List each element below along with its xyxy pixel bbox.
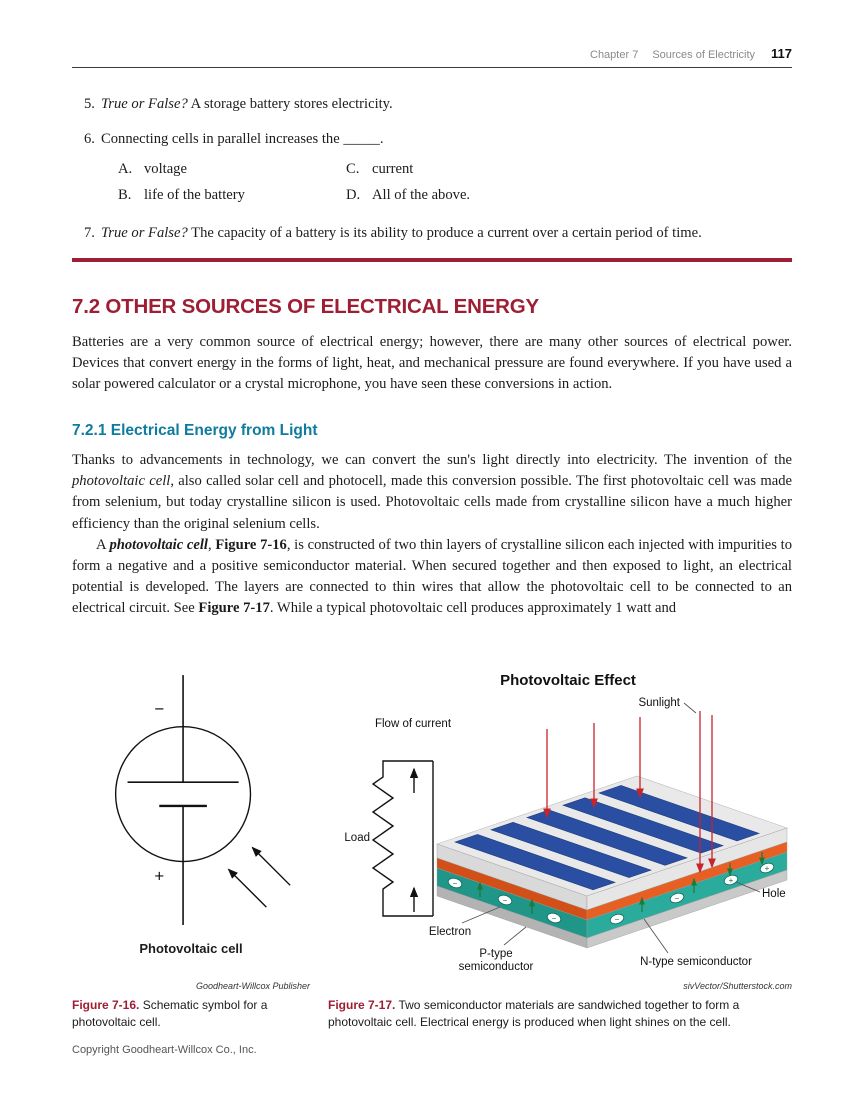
question-6 xyxy=(72,129,792,207)
negative-terminal-sign: − xyxy=(154,700,165,720)
paragraph-1: Thanks to advancements in technology, we can convert the sun's light directly into electricity. The invention of the photovoltaic cell, also called solar cell and photocell, made this conversion possible. The first photovoltaic cell was made from selenium, but today crystalline silicon is used. Photovoltaic cells made from crystalline silicon have a much higher efficiency than the original selenium cells. xyxy=(72,452,792,532)
svg-text:−: − xyxy=(674,894,680,904)
figure-7-17-credit: sivVector/Shutterstock.com xyxy=(683,981,792,992)
svg-text:−: − xyxy=(551,914,557,924)
book-section-label: Sources of Electricity xyxy=(652,49,756,61)
figure-row xyxy=(72,669,792,1029)
question-7 xyxy=(72,223,792,243)
flow-of-current-label: Flow of current xyxy=(374,718,452,731)
figure-7-16 xyxy=(72,669,310,1029)
question-number: 5. xyxy=(84,96,95,112)
question-number: 7. xyxy=(84,224,95,241)
sunlight-label: Sunlight xyxy=(638,697,680,710)
option-d: D. All of the above. xyxy=(346,187,471,204)
p-type-label-line2: semiconductor xyxy=(458,961,534,974)
photovoltaic-cell-keyterm: photovoltaic cell xyxy=(109,536,208,553)
question-text: True or False? The capacity of a battery is its ability to produce a current over a certain period of time. xyxy=(101,224,702,241)
chapter-label: Chapter 7 xyxy=(590,49,639,61)
figure-7-16-content xyxy=(72,669,310,991)
section-heading: 7.2 OTHER SOURCES OF ELECTRICAL ENERGY xyxy=(72,294,540,318)
figure-7-16-label: Photovoltaic cell xyxy=(139,941,243,957)
figure-7-16-caption: Figure 7-16. Schematic symbol for a photovoltaic cell. xyxy=(72,998,268,1029)
section-divider-rule xyxy=(72,258,792,262)
figure-7-17 xyxy=(328,669,792,1029)
load-resistor-zigzag xyxy=(373,761,433,916)
page-number: 117 xyxy=(771,46,792,61)
option-c: C. current xyxy=(346,160,414,177)
svg-text:−: − xyxy=(502,896,508,906)
paragraph-2: A photovoltaic cell, Figure 7-16, is constructed of two thin layers of crystalline silicon each injected with impurities to form a negative and a positive semiconductor material. When secured together and then exposed to light, an electrical potential is developed. The layers are connected to thin wires that allow the photovoltaic cell to be connected to an electrical circuit. See Figure 7-17. While a typical photovoltaic cell produces approximately 1 watt and xyxy=(72,536,792,617)
question-number: 6. xyxy=(84,131,95,148)
solar-cell-slab xyxy=(437,776,787,948)
header-rule xyxy=(72,67,792,68)
photovoltaic-effect-illustration xyxy=(328,669,792,975)
photovoltaic-cell-symbol xyxy=(72,669,310,939)
subsection-heading: 7.2.1 Electrical Energy from Light xyxy=(72,422,318,440)
caption-label: Figure 7-17. xyxy=(328,998,396,1013)
figure-7-16-reference: Figure 7-16 xyxy=(215,536,287,553)
n-type-label: N-type semiconductor xyxy=(640,956,752,969)
option-b: B. life of the battery xyxy=(118,187,245,204)
hole-label: Hole xyxy=(762,888,786,901)
positive-terminal-sign: + xyxy=(154,866,165,886)
true-false-lead: True or False? xyxy=(101,224,188,241)
svg-text:−: − xyxy=(614,915,620,925)
fig17-title: Photovoltaic Effect xyxy=(500,672,636,690)
svg-text:+: + xyxy=(764,864,770,874)
figure-7-16-credit: Goodheart-Willcox Publisher xyxy=(196,981,310,992)
copyright-footer: Copyright Goodheart-Willcox Co., Inc. xyxy=(72,1043,257,1056)
photovoltaic-cell-term: photovoltaic cell xyxy=(72,473,171,490)
cell-schematic-lines xyxy=(116,675,251,925)
figure-7-17-content xyxy=(328,669,792,991)
question-5 xyxy=(72,94,792,114)
electron-label: Electron xyxy=(428,926,472,939)
caption-label: Figure 7-16. xyxy=(72,998,140,1013)
svg-text:−: − xyxy=(452,879,458,889)
figure-7-17-reference: Figure 7-17 xyxy=(198,600,270,617)
section-intro-paragraph: Batteries are a very common source of electrical energy; however, there are many other sources of electrical power. Devices that convert energy in the forms of light, heat, and mechanical pressure are found everywhere. If you have used a solar powered calculator or a crystal microphone, you have seen these conversions in action. xyxy=(72,333,792,392)
review-questions xyxy=(72,94,792,243)
figure-7-17-caption: Figure 7-17. Two semiconductor materials are sandwiched together to form a photovoltaic cell. Electrical energy is produced when light shines on the cell. xyxy=(328,998,740,1029)
load-circuit xyxy=(373,761,433,916)
p-type-label-line1: P-type xyxy=(479,948,513,961)
load-label: Load xyxy=(344,832,370,845)
question-text: True or False? A storage battery stores electricity. xyxy=(101,96,393,112)
page-header xyxy=(72,46,792,61)
incident-light-arrows-icon xyxy=(229,848,290,908)
question-text: Connecting cells in parallel increases the _____. A. voltage C. current B. life of the battery D. All of the above. xyxy=(101,129,792,207)
svg-text:+: + xyxy=(728,876,734,886)
option-a: A. voltage xyxy=(118,160,187,177)
answer-options xyxy=(118,159,758,206)
true-false-lead: True or False? xyxy=(101,96,188,112)
